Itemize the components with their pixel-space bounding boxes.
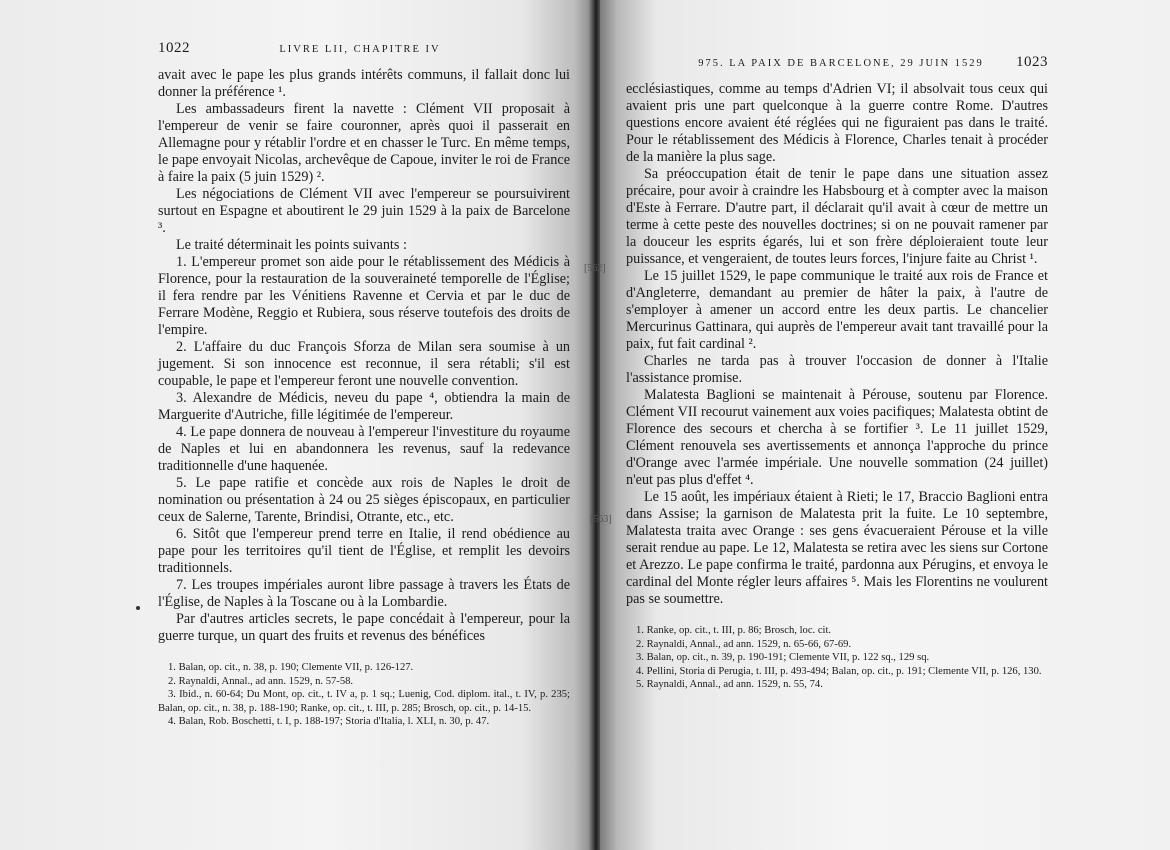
- paragraph: avait avec le pape les plus grands intérêts communs, il fallait donc lui donner la préférence ¹.: [158, 67, 570, 100]
- paragraph: Malatesta Baglioni se maintenait à Pérouse, soutenu par Florence. Clément VII recourut vainement aux voies pacifiques; Malatesta obtint de Florence des secours et chercha à se fortifier ³. Le 11 juillet 1529, Clément renouvela ses avertissements et annonça l'approche du prince d'Orange avec l'armée impériale. Une nouvelle sommation (24 juillet) n'eut pas plus d'effet ⁴.: [626, 387, 1048, 488]
- treaty-point: 6. Sitôt que l'empereur prend terre en Italie, il rend obédience au pape pour les territoires qu'il tient de l'Église, et remplit les devoirs traditionnels.: [158, 526, 570, 576]
- right-page-number: 1023: [1015, 54, 1048, 70]
- footnote: 2. Raynaldi, Annal., ad ann. 1529, n. 57-58.: [168, 675, 354, 687]
- treaty-point: 4. Le pape donnera de nouveau à l'empereur l'investiture du royaume de Naples et lui en abandonnera les revenus, sauf la redevance traditionnelle d'une haquenée.: [158, 424, 570, 474]
- footnote: 5. Raynaldi, Annal., ad ann. 1529, n. 55, 74.: [636, 679, 823, 691]
- treaty-point: 7. Les troupes impériales auront libre passage à travers les États de l'Église, de Naples à la Toscane ou à la Lombardie.: [158, 577, 570, 610]
- right-footnotes: [626, 624, 1048, 692]
- treaty-point: 3. Alexandre de Médicis, neveu du pape ⁴, obtiendra la main de Marguerite d'Autriche, fille légitimée de l'empereur.: [158, 390, 570, 423]
- ink-dot: [136, 606, 140, 610]
- paragraph: Sa préoccupation était de tenir le pape dans une situation assez précaire, pour avoir à craindre les Habsbourg et à compter avec la maison d'Este à Ferrare. D'autre part, il déclarait qu'il avait à cœur de mettre un terme à cette peste des nouvelles doctrines; si on ne pouvait ramener par la douceur les esprits égarés, lui et son frère déploieraient toute leur puissance, et vengeraient, de toutes leurs forces, l'injure faite au Christ ¹.: [626, 166, 1048, 267]
- right-page: [600, 0, 1170, 850]
- paragraph: Le 15 août, les impériaux étaient à Rieti; le 17, Braccio Baglioni entra dans Assise; la garnison de Malatesta prit la fuite. Le 10 septembre, Malatesta traita avec Orange : ses gens évacueraient Pérouse et la ville serait rendue au pape. Le 12, Malatesta se retira avec les siens sur Cortone et Arezzo. Le pape confirma le traité, pardonna aux Pérugins, et envoya le cardinal del Monte régler leurs affaires ⁵. Mais les Florentins ne voulurent pas se soumettre.: [626, 489, 1048, 607]
- left-page-header: [158, 40, 570, 57]
- margin-note: [563]: [590, 514, 612, 525]
- footnote: 1. Ranke, op. cit., t. III, p. 86; Brosch, loc. cit.: [636, 625, 832, 636]
- footnote: 1. Balan, op. cit., n. 38, p. 190; Clemente VII, p. 126-127.: [168, 662, 414, 673]
- paragraph: Les ambassadeurs firent la navette : Clément VII proposait à l'empereur de venir se faire couronner, après quoi il passerait en Allemagne pour y rétablir l'ordre et en chasser le Turc. En même temps, le pape envoyait Nicolas, archevêque de Capoue, inviter le roi de France à faire la paix (5 juin 1529) ².: [158, 101, 570, 185]
- left-page-number: 1022: [158, 40, 190, 56]
- footnote: 2. Raynaldi, Annal., ad ann. 1529, n. 65-66, 67-69.: [636, 638, 852, 650]
- right-page-header: [626, 54, 1048, 71]
- treaty-point: 5. Le pape ratifie et concède aux rois de Naples le droit de nomination ou présentation à 24 ou 25 sièges épiscopaux, en particulier ceux de Salerne, Tarente, Brindisi, Otrante, etc., etc.: [158, 475, 570, 525]
- paragraph: Les négociations de Clément VII avec l'empereur se poursuivirent surtout en Espagne et aboutirent le 29 juin 1529 à la paix de Barcelone ³.: [158, 186, 570, 236]
- footnote: 4. Pellini, Storia di Perugia, t. III, p. 493-494; Balan, op. cit., p. 191; Clemente VII, p. 126, 130.: [636, 665, 1042, 677]
- footnote: 3. Ibid., n. 60-64; Du Mont, op. cit., t. IV a, p. 1 sq.; Luenig, Cod. diplom. ital., t. IV, p. 235; Balan, op. cit., n. 38, p. 188-190; Ranke, op. cit., t. III, p. 285; Brosch, op. cit., p. 14-15.: [158, 689, 570, 714]
- left-page-body: [158, 67, 570, 645]
- footnote: 3. Balan, op. cit., n. 39, p. 190-191; Clemente VII, p. 122 sq., 129 sq.: [636, 652, 930, 664]
- paragraph: Charles ne tarda pas à trouver l'occasion de donner à l'Italie l'assistance promise.: [626, 353, 1048, 386]
- left-footnotes: [158, 661, 570, 729]
- footnote: 4. Balan, Rob. Boschetti, t. I, p. 188-197; Storia d'Italia, l. XLI, n. 30, p. 47.: [168, 716, 490, 728]
- left-running-head: LIVRE LII, CHAPITRE IV: [279, 44, 441, 55]
- paragraph: Par d'autres articles secrets, le pape concédait à l'empereur, pour la guerre turque, un quart des fruits et revenus des bénéfices: [158, 611, 570, 644]
- right-page-body: [626, 81, 1048, 608]
- paragraph: Le traité déterminait les points suivants :: [176, 237, 407, 253]
- margin-note: [562]: [584, 263, 606, 274]
- treaty-point: 1. L'empereur promet son aide pour le rétablissement des Médicis à Florence, pour la restauration de la souveraineté temporelle de l'Église; il fera rendre par les Vénitiens Ravenne et Cervia et par le duc de Ferrare Modène, Reggio et Rubiera, sous réserve toutefois des droits de l'empire.: [158, 254, 570, 338]
- paragraph: ecclésiastiques, comme au temps d'Adrien VI; il absolvait tous ceux qui avaient pris une part quelconque à la guerre contre Rome. D'autres questions encore avaient été réglées qui ne figuraient pas dans le traité. Pour le rétablissement des Médicis à Florence, Charles tenait à procéder de la manière la plus sage.: [626, 81, 1048, 165]
- right-running-head: 975. LA PAIX DE BARCELONE, 29 JUIN 1529: [698, 58, 984, 69]
- paragraph: Le 15 juillet 1529, le pape communique le traité aux rois de France et d'Angleterre, demandant au premier de hâter la paix, à l'autre de s'employer à amener un accord entre les deux partis. Le chancelier Mercurinus Gattinara, qui auprès de l'empereur avait tant travaillé pour la paix, fut fait cardinal ².: [626, 268, 1048, 352]
- treaty-point: 2. L'affaire du duc François Sforza de Milan sera soumise à un jugement. Si son innocence est reconnue, il sera rétabli; s'il est coupable, le pape et l'empereur feront une nouvelle convention.: [158, 339, 570, 389]
